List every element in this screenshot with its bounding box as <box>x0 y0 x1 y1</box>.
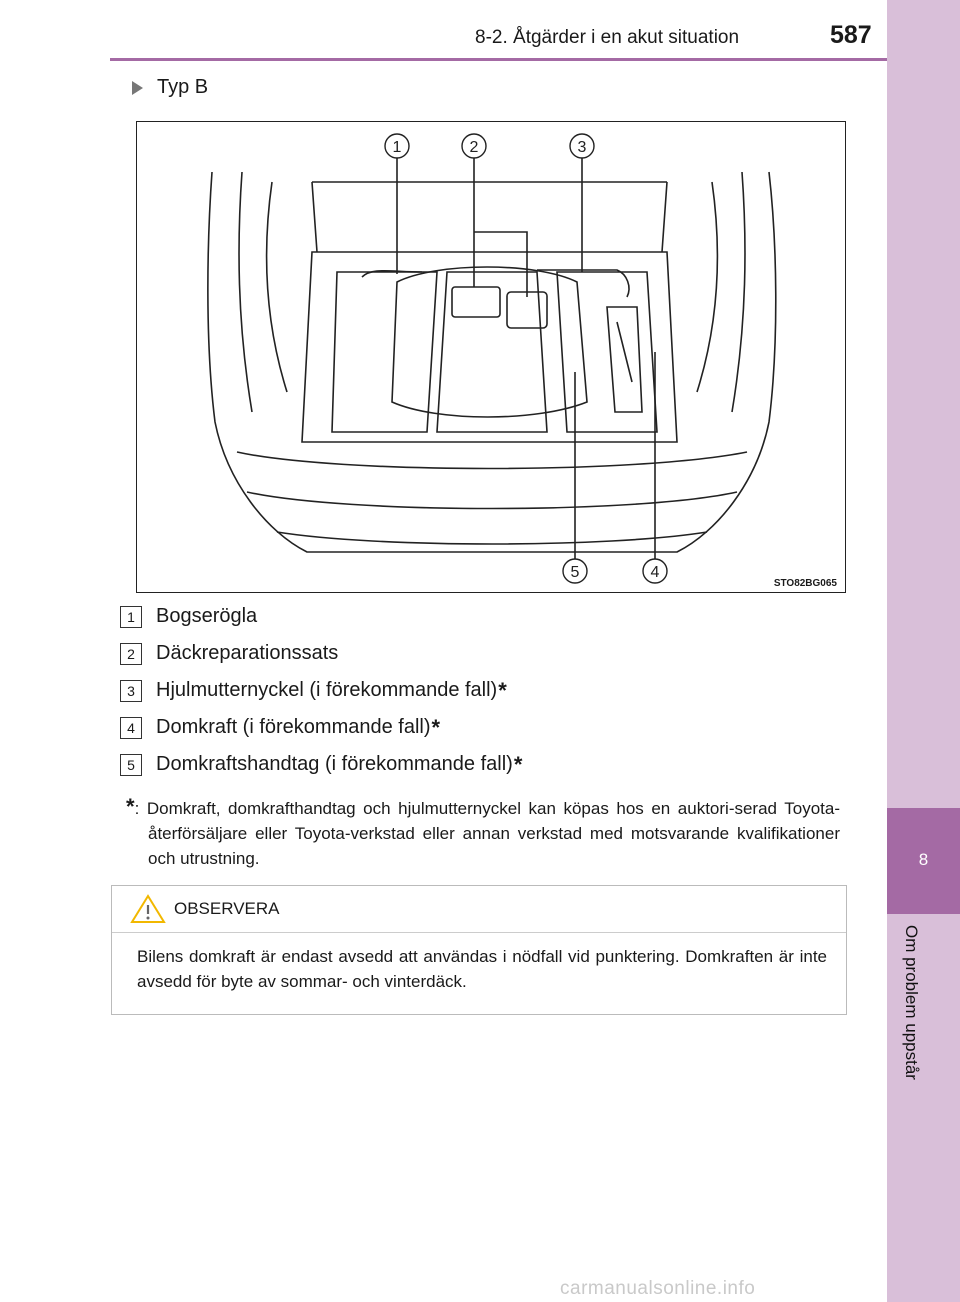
legend-item <box>120 642 338 665</box>
callout-number-3: 3 <box>577 139 587 156</box>
legend-item <box>120 605 257 628</box>
header-rule <box>110 58 887 61</box>
notice-body: Bilens domkraft är endast avsedd att användas i nödfall vid punktering. Domkraften är inte avsedd för byte av sommar- och vinterdäck. <box>137 947 827 991</box>
legend-text-1: Bogserögla <box>156 605 258 627</box>
section-title: 8-2. Åtgärder i en akut situation <box>475 27 740 48</box>
page-number: 587 <box>830 21 872 49</box>
legend-number-3: 3 <box>120 680 142 702</box>
notice-divider <box>112 932 846 933</box>
notice-title: OBSERVERA <box>174 899 280 918</box>
watermark: carmanualsonline.info <box>560 1278 756 1299</box>
trunk-illustration <box>136 121 846 593</box>
notice-box <box>111 885 847 1015</box>
footnote-asterisk: * <box>126 794 135 819</box>
notice-header <box>130 894 280 924</box>
triangle-bullet-icon <box>132 81 143 95</box>
footnote <box>126 794 840 871</box>
legend-text-3: Hjulmutternyckel (i förekommande fall) <box>156 679 498 701</box>
figure-code: STO82BG065 <box>773 578 837 589</box>
legend-item: 3 Hjulmutternyckel (i förekommande fall) * <box>120 679 507 702</box>
warning-icon <box>130 894 166 924</box>
legend-number-2: 2 <box>120 643 142 665</box>
type-label: Typ B <box>157 76 209 98</box>
legend-text-5: Domkraftshandtag (i förekommande fall) <box>156 753 513 775</box>
legend-text-4: Domkraft (i förekommande fall) <box>156 716 431 738</box>
callout-number-5: 5 <box>570 564 580 581</box>
chapter-number: 8 <box>918 850 929 869</box>
legend-item: 4 Domkraft (i förekommande fall) * <box>120 716 440 739</box>
legend-item: 5 Domkraftshandtag (i förekommande fall) * <box>120 753 522 776</box>
callout-number-2: 2 <box>469 139 479 156</box>
callout-layer <box>137 122 845 592</box>
callout-number-4: 4 <box>650 564 660 581</box>
legend-number-4: 4 <box>120 717 142 739</box>
side-tab <box>887 0 960 1302</box>
legend-number-1: 1 <box>120 606 142 628</box>
footnote-text: : Domkraft, domkrafthandtag och hjulmutternyckel kan köpas hos en auktori-serad Toyota-återförsäljare eller Toyota-verkstad eller annan verkstad med motsvarande kvalifikationer och utrustning. <box>134 799 840 868</box>
chapter-title: Om problem uppstår <box>902 925 921 1080</box>
legend-text-2: Däckreparationssats <box>156 642 339 664</box>
type-heading <box>132 76 208 99</box>
legend-number-5: 5 <box>120 754 142 776</box>
callout-number-1: 1 <box>392 139 402 156</box>
